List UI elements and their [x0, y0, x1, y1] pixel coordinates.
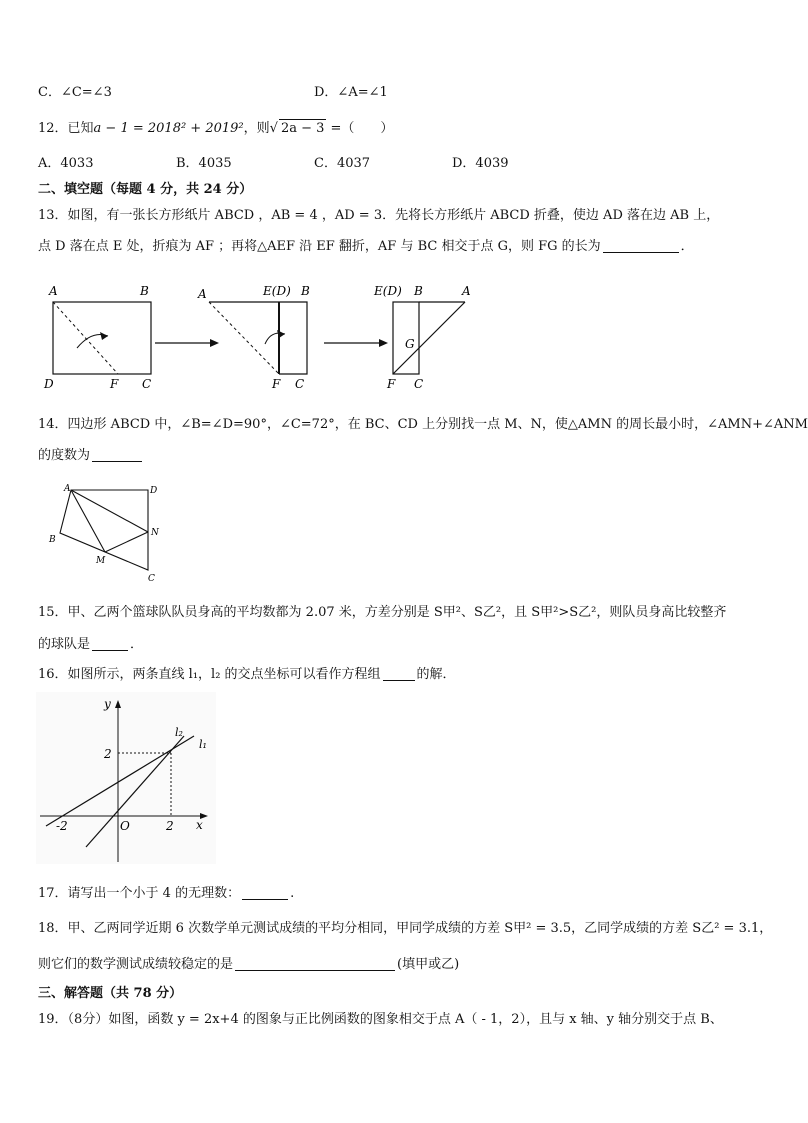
fig14-label-n: N — [151, 528, 159, 538]
fig1-label-b: B — [140, 284, 149, 298]
q12-equation: a − 1 = 2018² + 2019² — [93, 121, 244, 136]
graph-label-x: x — [196, 818, 203, 832]
graph-label-y: y — [104, 697, 111, 711]
fig14-label-b: B — [49, 535, 56, 545]
fig1-label-c: C — [142, 377, 152, 391]
section-2-heading: 二、填空题（每题 4 分，共 24 分） — [38, 182, 253, 197]
q13-line-1: 13．如图，有一张长方形纸片 ABCD ，AB = 4 ，AD = 3．先将长方形纸片 ABCD 折叠，使边 AD 落在边 AB 上， — [38, 208, 720, 223]
q15-line-2: 的球队是 ． — [38, 637, 144, 652]
fig14-label-d: D — [150, 486, 158, 496]
q15-line-1: 15．甲、乙两个篮球队队员身高的平均数都为 2.07 米，方差分别是 S甲²、S乙²，且 S甲²>S乙²，则队员身高比较整齐 — [38, 605, 727, 620]
fig1-label-a: A — [49, 284, 58, 298]
graph-tick-neg2: -2 — [56, 819, 68, 833]
q13-line-2: 点 D 落在点 E 处，折痕为 AF ；再将△AEF 沿 EF 翻折，AF 与 BC 相交于点 G，则 FG 的长为 ． — [38, 239, 694, 254]
fig3-label-g: G — [405, 337, 415, 351]
q12-stem: 12．已知a − 1 = 2018² + 2019²，则√ 2a − 3 =（ ） — [38, 121, 394, 136]
q17-stem: 17．请写出一个小于 4 的无理数： . — [38, 886, 295, 901]
q13-figure-2 — [195, 280, 320, 392]
q11-option-d: D．∠A=∠1 — [314, 85, 388, 100]
fig3-label-ed: E(D) — [374, 284, 402, 298]
graph-label-origin: O — [120, 819, 130, 833]
q16-stem: 16．如图所示，两条直线 l₁，l₂ 的交点坐标可以看作方程组 的解． — [38, 667, 456, 682]
q16-answer-blank[interactable] — [383, 666, 415, 681]
q18-line-1: 18．甲、乙两同学近期 6 次数学单元测试成绩的平均分相同，甲同学成绩的方差 S甲² = 3.5，乙同学成绩的方差 S乙² = 3.1， — [38, 921, 773, 936]
q13-answer-blank[interactable] — [603, 238, 679, 253]
fig3-label-c: C — [414, 377, 424, 391]
q12-radicand: 2a − 3 — [280, 121, 325, 136]
fig14-label-a: A — [64, 484, 71, 494]
fig1-label-d: D — [44, 377, 54, 391]
fig14-label-c: C — [148, 574, 155, 584]
q15-answer-blank[interactable] — [92, 636, 128, 651]
graph-label-l1: l₁ — [199, 738, 207, 751]
q14-line-1: 14．四边形 ABCD 中，∠B=∠D=90°，∠C=72°，在 BC、CD 上分别找一点 M、N，使△AMN 的周长最小时，∠AMN+∠ANM — [38, 417, 808, 432]
q14-line-2: 的度数为 — [38, 447, 144, 465]
q12-option-d: D．4039 — [452, 156, 509, 171]
fig2-label-b: B — [301, 284, 310, 298]
q12-option-c: C．4037 — [314, 156, 371, 171]
q11-option-c: C．∠C=∠3 — [38, 85, 112, 100]
q18-answer-blank[interactable] — [235, 956, 395, 971]
q14-answer-blank[interactable] — [92, 447, 142, 462]
graph-tick-y2: 2 — [104, 747, 112, 761]
q13-figure-1 — [40, 280, 170, 392]
q12-option-a: A．4033 — [38, 156, 94, 171]
fig3-label-f: F — [387, 377, 396, 391]
graph-label-l2: l₂ — [175, 726, 183, 739]
q13-figure-3 — [374, 280, 478, 392]
fig3-label-b: B — [414, 284, 423, 298]
fig2-label-f: F — [272, 377, 281, 391]
fig2-label-a: A — [198, 287, 207, 301]
section-3-heading: 三、解答题（共 78 分） — [38, 986, 183, 1001]
q19-line-1: 19．（8分）如图，函数 y = 2x+4 的图象与正比例函数的图象相交于点 A（ - 1，2），且与 x 轴、y 轴分别交于点 B、 — [38, 1012, 723, 1027]
graph-tick-x2: 2 — [166, 819, 174, 833]
q14-figure — [40, 478, 170, 586]
fig3-label-a: A — [462, 284, 471, 298]
q17-answer-blank[interactable] — [242, 885, 288, 900]
fig1-label-f: F — [110, 377, 119, 391]
fig14-label-m: M — [96, 556, 106, 566]
q18-line-2: 则它们的数学测试成绩较稳定的是 (填甲或乙) — [38, 957, 460, 972]
q16-graph — [36, 692, 216, 864]
fig2-label-c: C — [295, 377, 305, 391]
fig2-label-ed: E(D) — [263, 284, 291, 298]
q12-option-b: B．4035 — [176, 156, 232, 171]
